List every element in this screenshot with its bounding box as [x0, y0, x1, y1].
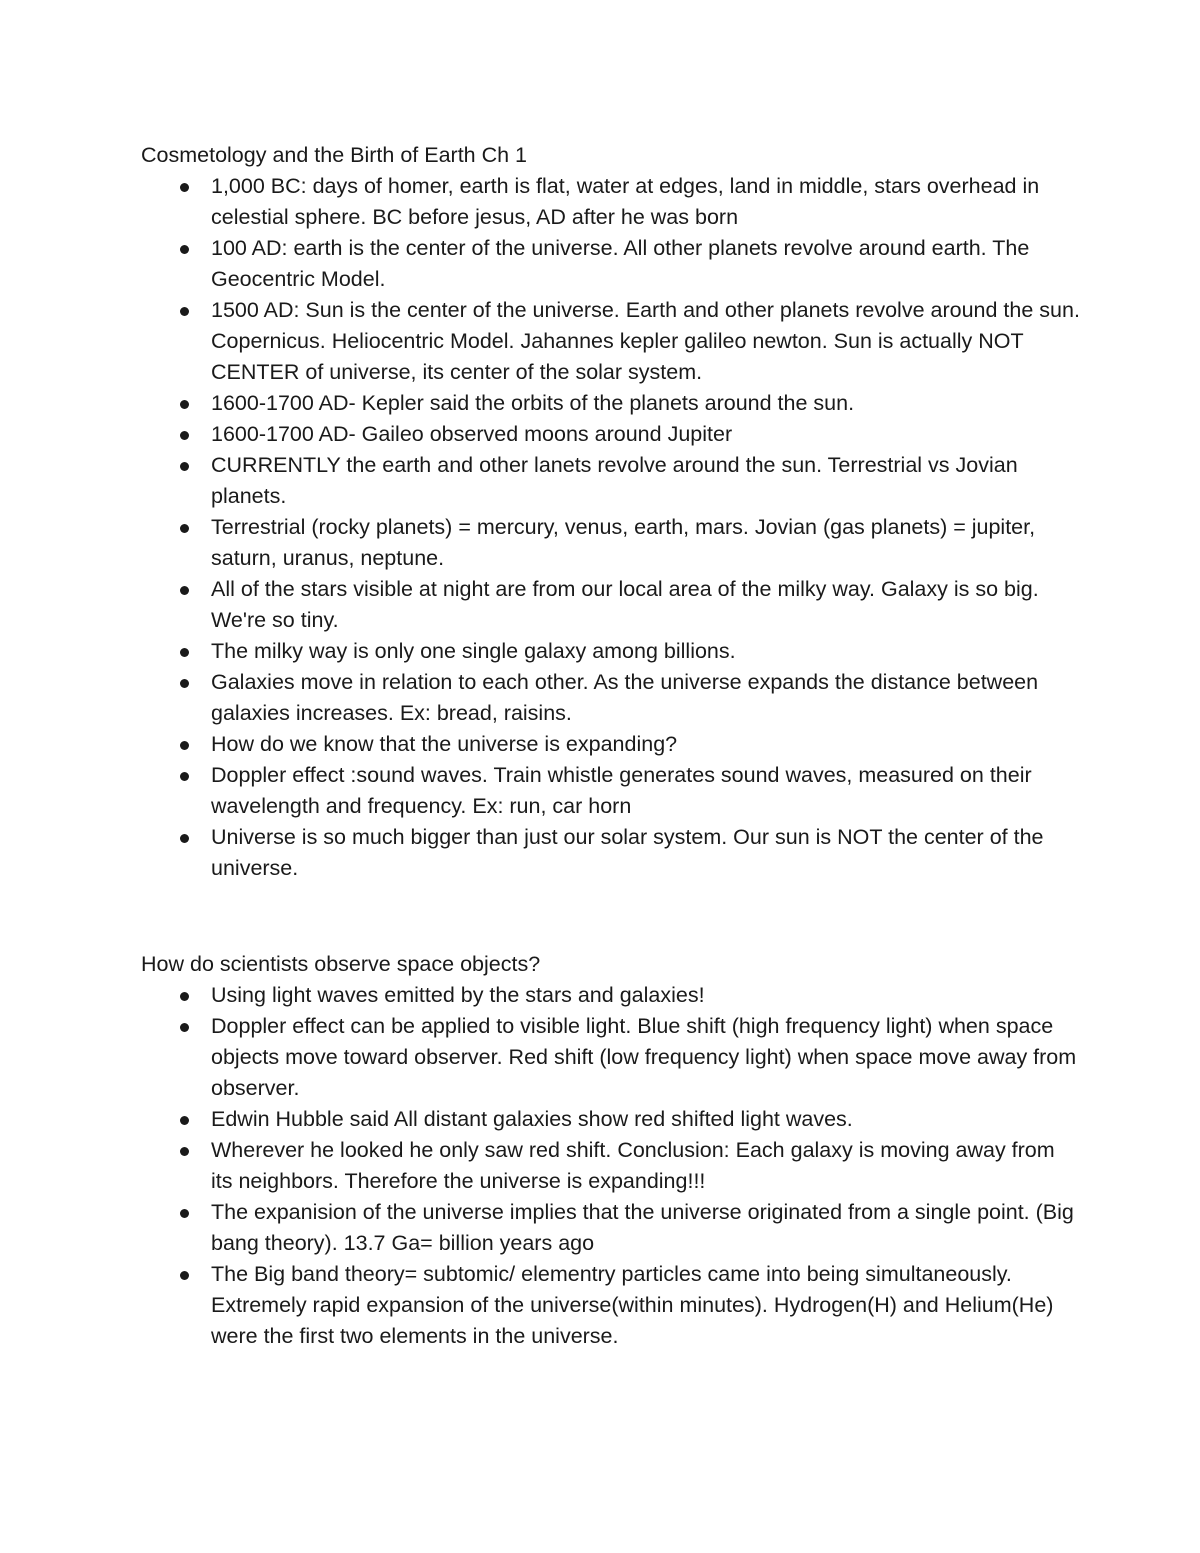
list-item — [141, 980, 1081, 1011]
bullet-icon — [180, 1271, 189, 1280]
bullet-icon — [180, 1147, 189, 1156]
bullet-icon — [180, 992, 189, 1001]
list-item-text: The Big band theory= subtomic/ elementry particles came into being simultaneously. Extremely rapid expansion of the universe(within minutes). Hydrogen(H) and Helium(He) were the first two elements in the universe. — [211, 1262, 1054, 1348]
list-item-text: The expanision of the universe implies that the universe originated from a single point. (Big bang theory). 13.7 Ga= billion years ago — [211, 1200, 1074, 1255]
list-item-text: 100 AD: earth is the center of the universe. All other planets revolve around earth. The Geocentric Model. — [211, 236, 1030, 291]
list-item-text: The milky way is only one single galaxy among billions. — [211, 639, 736, 663]
list-item — [141, 1011, 1081, 1104]
bullet-icon — [180, 741, 189, 750]
bullet-icon — [180, 524, 189, 533]
notes-section-birth-of-earth — [141, 140, 1081, 884]
list-item-text: Universe is so much bigger than just our solar system. Our sun is NOT the center of the universe. — [211, 825, 1044, 880]
list-item-text: Doppler effect :sound waves. Train whistle generates sound waves, measured on their wavelength and frequency. Ex: run, car horn — [211, 763, 1032, 818]
list-item — [141, 1104, 1081, 1135]
list-item — [141, 667, 1081, 729]
list-item — [141, 1197, 1081, 1259]
list-item — [141, 729, 1081, 760]
bullet-icon — [180, 307, 189, 316]
list-item — [141, 388, 1081, 419]
list-item — [141, 419, 1081, 450]
bullet-icon — [180, 834, 189, 843]
bullet-icon — [180, 1209, 189, 1218]
bullet-icon — [180, 183, 189, 192]
list-item — [141, 450, 1081, 512]
bullet-icon — [180, 1116, 189, 1125]
list-item-text: Using light waves emitted by the stars and galaxies! — [211, 983, 705, 1007]
list-item — [141, 760, 1081, 822]
list-item — [141, 171, 1081, 233]
bullet-icon — [180, 772, 189, 781]
list-item — [141, 1259, 1081, 1352]
list-item — [141, 822, 1081, 884]
list-item — [141, 636, 1081, 667]
list-item — [141, 233, 1081, 295]
list-item-text: CURRENTLY the earth and other lanets revolve around the sun. Terrestrial vs Jovian planets. — [211, 453, 1018, 508]
bullet-icon — [180, 1023, 189, 1032]
list-item-text: How do we know that the universe is expanding? — [211, 732, 678, 756]
list-item-text: All of the stars visible at night are from our local area of the milky way. Galaxy is so big. We're so tiny. — [211, 577, 1039, 632]
section-heading: Cosmetology and the Birth of Earth Ch 1 — [141, 143, 528, 167]
bullet-icon — [180, 586, 189, 595]
list-item-text: Wherever he looked he only saw red shift. Conclusion: Each galaxy is moving away from its neighbors. Therefore the universe is expanding!!! — [211, 1138, 1055, 1193]
bullet-icon — [180, 462, 189, 471]
list-item-text: Galaxies move in relation to each other. As the universe expands the distance between galaxies increases. Ex: bread, raisins. — [211, 670, 1039, 725]
section-heading: How do scientists observe space objects? — [141, 952, 541, 976]
list-item-text: 1,000 BC: days of homer, earth is flat, water at edges, land in middle, stars overhead in celestial sphere. BC before jesus, AD after he was born — [211, 174, 1040, 229]
list-item-text: 1600-1700 AD- Gaileo observed moons around Jupiter — [211, 422, 733, 446]
bullet-list — [141, 171, 1081, 884]
bullet-icon — [180, 679, 189, 688]
bullet-icon — [180, 245, 189, 254]
bullet-icon — [180, 648, 189, 657]
bullet-list — [141, 980, 1081, 1352]
notes-section-observe-space-objects — [141, 949, 1081, 1352]
list-item-text: 1600-1700 AD- Kepler said the orbits of the planets around the sun. — [211, 391, 855, 415]
list-item-text: Edwin Hubble said All distant galaxies show red shifted light waves. — [211, 1107, 853, 1131]
list-item-text: 1500 AD: Sun is the center of the universe. Earth and other planets revolve around the sun. Copernicus. Heliocentric Model. Jahannes kepler galileo newton. Sun is actually NOT CENTER of universe, its center of the solar system. — [211, 298, 1080, 384]
list-item — [141, 295, 1081, 388]
list-item — [141, 574, 1081, 636]
list-item — [141, 1135, 1081, 1197]
list-item-text: Terrestrial (rocky planets) = mercury, venus, earth, mars. Jovian (gas planets) = jupiter, saturn, uranus, neptune. — [211, 515, 1036, 570]
bullet-icon — [180, 400, 189, 409]
list-item — [141, 512, 1081, 574]
bullet-icon — [180, 431, 189, 440]
list-item-text: Doppler effect can be applied to visible light. Blue shift (high frequency light) when space objects move toward observer. Red shift (low frequency light) when space move away from observer. — [211, 1014, 1077, 1100]
